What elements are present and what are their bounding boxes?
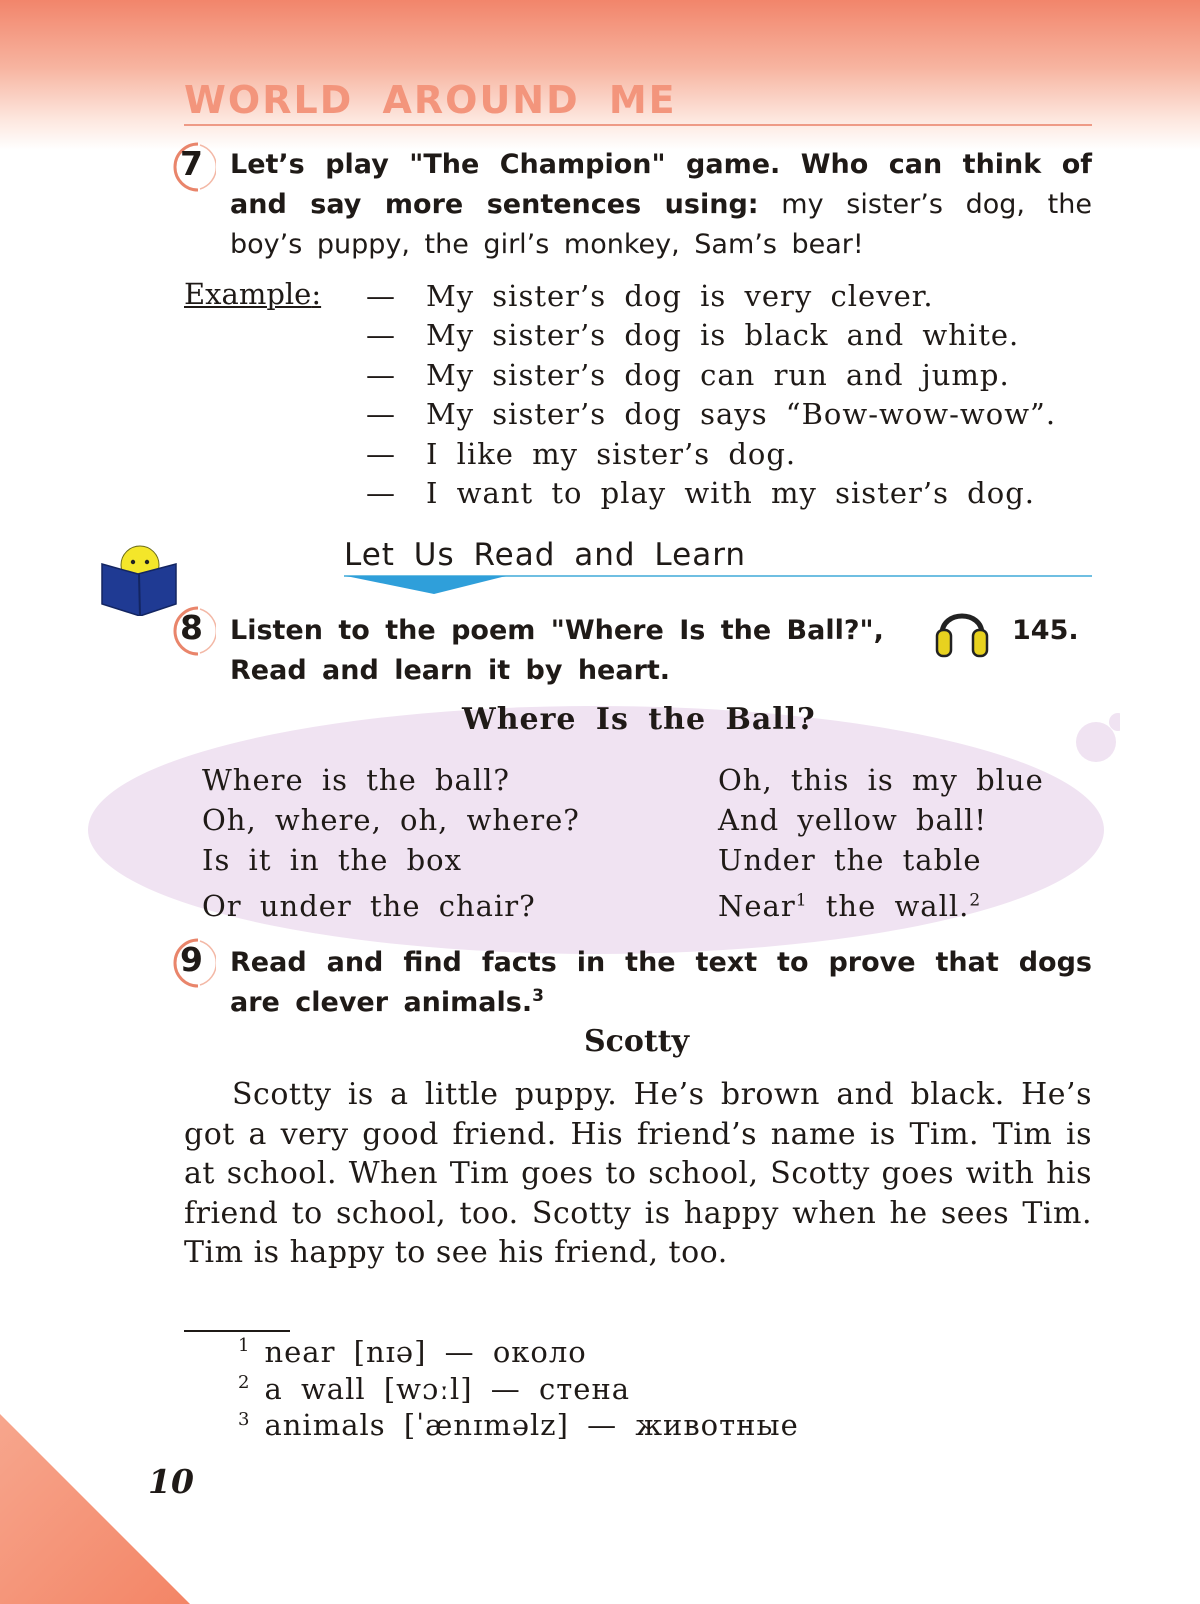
example-label-text: Example bbox=[184, 277, 312, 311]
task9-line1: Read and find facts in the text to prove that dogs bbox=[230, 947, 1092, 978]
example-text: I want to play with my sister’s dog. bbox=[426, 476, 1035, 511]
dash: — bbox=[366, 357, 396, 392]
example-text: My sister’s dog is black and white. bbox=[426, 318, 1020, 353]
poem-line: Oh, this is my blue bbox=[718, 763, 1044, 797]
task7-line2-bold: and say more sentences using: bbox=[230, 189, 759, 220]
footnotes bbox=[238, 1334, 799, 1444]
poem-word-wall: the wall. bbox=[825, 889, 970, 923]
dash: — bbox=[366, 397, 396, 432]
poem-line: Under the table bbox=[718, 843, 982, 877]
dash: — bbox=[366, 279, 396, 313]
footnote-item bbox=[238, 1371, 799, 1408]
headphones-icon[interactable] bbox=[934, 600, 990, 662]
footnote-item bbox=[238, 1407, 799, 1444]
example-line bbox=[366, 395, 1056, 434]
task8-line1 bbox=[230, 611, 884, 651]
poem-right-column bbox=[718, 760, 1044, 926]
task-number: 8 bbox=[180, 608, 203, 647]
task8-line2-text: Read and learn it by heart. bbox=[230, 655, 671, 686]
task7-line3: boy’s puppy, the girl’s monkey, Sam’s bear! bbox=[230, 229, 864, 260]
poem-line: Where is the ball? bbox=[202, 763, 510, 797]
task-number-badge bbox=[162, 936, 216, 990]
dash: — bbox=[366, 476, 396, 511]
footnote-text: near [nɪə] — около bbox=[264, 1335, 587, 1369]
task8-line1-text: Listen to the poem "Where Is the Ball?", bbox=[230, 615, 884, 646]
poem-word-near: Near bbox=[718, 889, 796, 923]
footnote-number: 2 bbox=[238, 1371, 251, 1393]
page-header-title: WORLD AROUND ME bbox=[184, 78, 677, 122]
task-number: 7 bbox=[180, 144, 203, 183]
poem-line: Is it in the box bbox=[202, 843, 462, 877]
footnote-number: 3 bbox=[238, 1408, 251, 1430]
example-text: My sister’s dog says “Bow-wow-wow”. bbox=[426, 397, 1057, 432]
example-line bbox=[366, 435, 1056, 474]
task-number: 9 bbox=[180, 940, 203, 979]
audio-track-number bbox=[1012, 611, 1079, 651]
poem-line: And yellow ball! bbox=[718, 803, 988, 837]
footnote-divider bbox=[184, 1330, 290, 1332]
footnote-item bbox=[238, 1334, 799, 1371]
footnote-mark: 1 bbox=[795, 890, 808, 911]
example-text: I like my sister’s dog. bbox=[426, 436, 797, 471]
task-number-badge bbox=[162, 604, 216, 658]
poem-line bbox=[718, 886, 1044, 926]
example-line bbox=[366, 277, 1056, 316]
poem-left-column bbox=[202, 760, 580, 926]
example-lines bbox=[366, 277, 1056, 513]
footnote-text: a wall [wɔːl] — стена bbox=[264, 1371, 631, 1406]
section-title: Let Us Read and Learn bbox=[344, 537, 747, 573]
task7-instructions bbox=[230, 145, 1092, 265]
footnote-mark: 3 bbox=[532, 986, 544, 1006]
example-text: My sister’s dog can run and jump. bbox=[426, 357, 1010, 392]
footnote-mark: 2 bbox=[969, 890, 982, 911]
story-text: Scotty is a little puppy. He’s brown and black. He’s got a very good friend. His friend’s name is Tim. Tim is at school. When Tim goes to school, Scotty goes with his friend to school, too. Scotty is happy when he sees Tim. Tim is happy to see his friend, too. bbox=[184, 1077, 1092, 1271]
example-line bbox=[366, 474, 1056, 513]
section-wedge bbox=[346, 576, 506, 594]
poem-line: Oh, where, oh, where? bbox=[202, 803, 580, 837]
task7-line2-plain: my sister’s dog, the bbox=[758, 189, 1092, 220]
dash: — bbox=[366, 436, 396, 471]
header-underline bbox=[184, 124, 1092, 126]
example-label: Example: bbox=[184, 277, 322, 311]
poem-line: Or under the chair? bbox=[202, 889, 536, 923]
footnote-text: animals [ˈænɪməlz] — животные bbox=[264, 1408, 799, 1443]
audio-track-text: 145. bbox=[1012, 615, 1079, 646]
example-text: My sister’s dog is very clever. bbox=[426, 279, 934, 313]
example-line bbox=[366, 356, 1056, 395]
task8-line2 bbox=[230, 651, 670, 691]
example-line bbox=[366, 316, 1056, 355]
task9-line2: are clever animals. bbox=[230, 987, 533, 1018]
dash: — bbox=[366, 318, 396, 353]
corner-decoration bbox=[0, 1414, 190, 1604]
task9-instructions bbox=[230, 943, 1092, 1023]
task-number-badge bbox=[162, 140, 216, 194]
story-title: Scotty bbox=[584, 1024, 690, 1059]
header-band bbox=[0, 0, 1200, 150]
task7-line1: Let’s play "The Champion" game. Who can think of bbox=[230, 149, 1092, 180]
poem-title: Where Is the Ball? bbox=[462, 702, 816, 737]
page-number: 10 bbox=[148, 1462, 194, 1501]
footnote-number: 1 bbox=[238, 1335, 251, 1357]
